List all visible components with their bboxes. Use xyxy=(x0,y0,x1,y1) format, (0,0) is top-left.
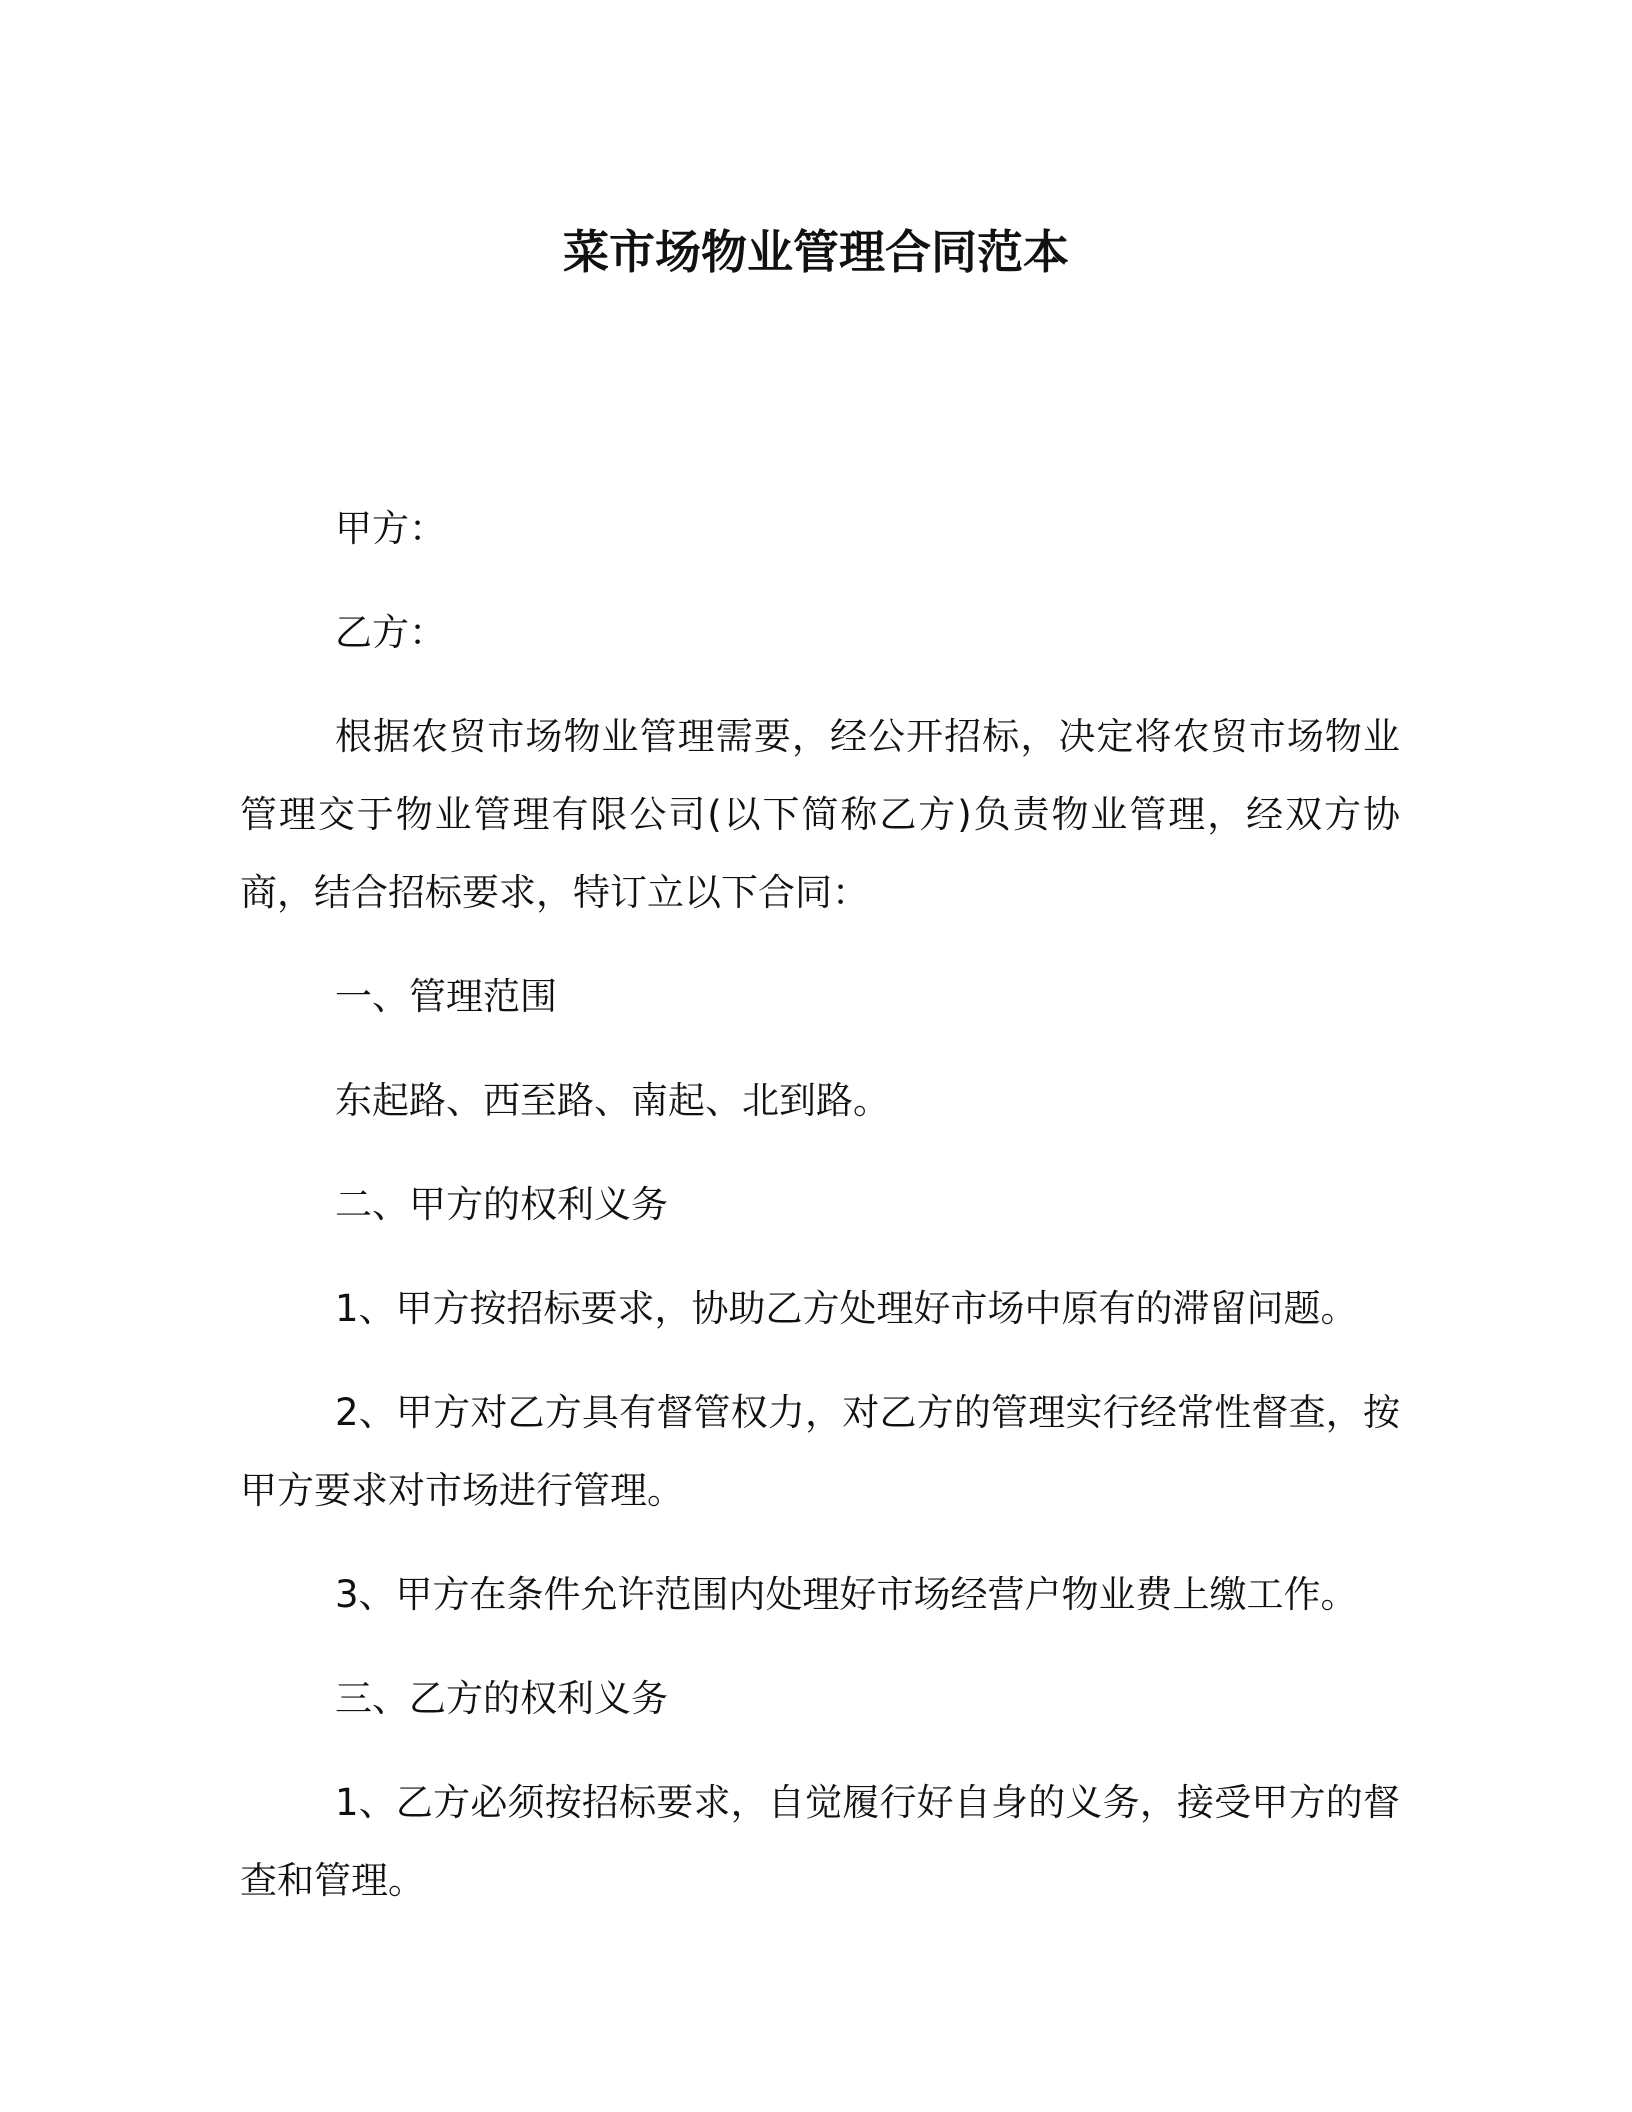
party-a-line: 甲方： xyxy=(335,507,446,550)
party-b-clause-1: 1、乙方必须按招标要求，自觉履行好自身的义务，接受甲方的督查和管理。 xyxy=(240,1781,1400,1902)
document-title: 菜市场物业管理合同范本 xyxy=(563,225,1069,279)
section-heading-party-a: 二、甲方的权利义务 xyxy=(335,1183,668,1226)
document-body xyxy=(240,490,1400,1946)
party-b-line: 乙方： xyxy=(335,611,446,654)
party-a-clause-1: 1、甲方按招标要求，协助乙方处理好市场中原有的滞留问题。 xyxy=(335,1287,1358,1330)
preamble-paragraph: 根据农贸市场物业管理需要，经公开招标，决定将农贸市场物业管理交于物业管理有限公司(以下简称乙方)负责物业管理，经双方协商，结合招标要求，特订立以下合同： xyxy=(240,715,1400,914)
party-a-clause-3: 3、甲方在条件允许范围内处理好市场经营户物业费上缴工作。 xyxy=(335,1573,1358,1616)
scope-paragraph: 东起路、西至路、南起、北到路。 xyxy=(335,1079,890,1122)
party-a-clause-2: 2、甲方对乙方具有督管权力，对乙方的管理实行经常性督查，按甲方要求对市场进行管理。 xyxy=(240,1391,1400,1512)
section-heading-party-b: 三、乙方的权利义务 xyxy=(335,1677,668,1720)
section-heading-scope: 一、管理范围 xyxy=(335,975,557,1018)
